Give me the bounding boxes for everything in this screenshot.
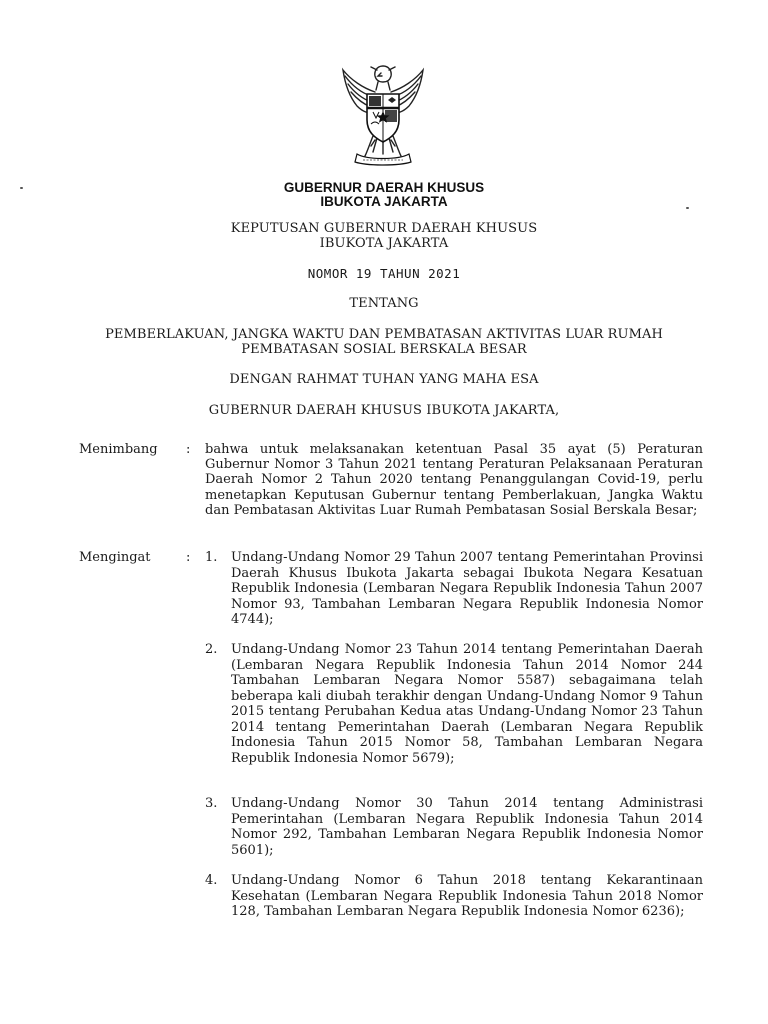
decree-subject-line1: PEMBERLAKUAN, JANGKA WAKTU DAN PEMBATASAN AKTIVITAS LUAR RUMAH: [105, 327, 663, 342]
mengingat-item-text: Undang-Undang Nomor 23 Tahun 2014 tentang Pemerintahan Daerah (Lembaran Negara Republik Indonesia Tahun 2014 Nomor 244 Tambahan Lembaran Negara Nomor 5587) sebagaimana telah beberapa kali diubah terakhir dengan Undang-Undang Nomor 9 Tahun 2015 tentang Perubahan Kedua atas Undang-Undang Nomor 23 Tahun 2014 tentang Pemerintahan Daerah (Lembaran Negara Republik Indonesia Tahun 2015 Nomor 58, Tambahan Lembaran Negara Republik Indonesia Nomor 5679);: [231, 642, 703, 766]
mengingat-item-number: 2.: [205, 642, 218, 657]
menimbang-text: bahwa untuk melaksanakan ketentuan Pasal 35 ayat (5) Peraturan Gubernur Nomor 3 Tahun 2021 tentang Peraturan Pelaksanaan Peraturan Daerah Nomor 2 Tahun 2020 tentang Penanggulangan Covid-19, perlu menetapkan Keputusan Gubernur tentang Pemberlakuan, Jangka Waktu dan Pembatasan Aktivitas Luar Rumah Pembatasan Sosial Berskala Besar;: [205, 442, 703, 518]
decree-number: NOMOR 19 TAHUN 2021: [307, 266, 461, 281]
mengingat-label: Mengingat: [79, 550, 151, 565]
authority-line: GUBERNUR DAERAH KHUSUS IBUKOTA JAKARTA,: [208, 403, 560, 418]
scan-speck: [686, 207, 689, 209]
mengingat-item-text: Undang-Undang Nomor 29 Tahun 2007 tentang Pemerintahan Provinsi Daerah Khusus Ibukota Jakarta sebagai Ibukota Negara Kesatuan Republik Indonesia (Lembaran Negara Republik Indonesia Tahun 2007 Nomor 93, Tambahan Lembaran Negara Republik Indonesia Nomor 4744);: [231, 550, 703, 627]
mengingat-item-number: 3.: [205, 796, 218, 811]
blessing-line: DENGAN RAHMAT TUHAN YANG MAHA ESA: [229, 372, 539, 387]
mengingat-item-text: Undang-Undang Nomor 6 Tahun 2018 tentang Kekarantinaan Kesehatan (Lembaran Negara Republik Indonesia Tahun 2018 Nomor 128, Tambahan Lembaran Negara Republik Indonesia Nomor 6236);: [231, 873, 703, 919]
mengingat-colon: :: [186, 550, 191, 565]
issuer-heading-line2: IBUKOTA JAKARTA: [320, 194, 448, 209]
mengingat-item-number: 1.: [205, 550, 218, 565]
mengingat-item-number: 4.: [205, 873, 218, 888]
decree-title-line2: IBUKOTA JAKARTA: [319, 236, 449, 251]
mengingat-item-text: Undang-Undang Nomor 30 Tahun 2014 tentang Administrasi Pemerintahan (Lembaran Negara Republik Indonesia Tahun 2014 Nomor 292, Tambahan Lembaran Negara Republik Indonesia Nomor 5601);: [231, 796, 703, 858]
issuer-heading-line1: GUBERNUR DAERAH KHUSUS: [283, 180, 485, 195]
decree-title-line1: KEPUTUSAN GUBERNUR DAERAH KHUSUS: [230, 221, 538, 236]
about-label: TENTANG: [349, 296, 419, 311]
scan-speck: [20, 187, 23, 189]
garuda-emblem-icon: [337, 62, 429, 166]
decree-subject-line2: PEMBATASAN SOSIAL BERSKALA BESAR: [241, 342, 527, 357]
menimbang-label: Menimbang: [79, 442, 158, 457]
menimbang-colon: :: [186, 442, 191, 457]
